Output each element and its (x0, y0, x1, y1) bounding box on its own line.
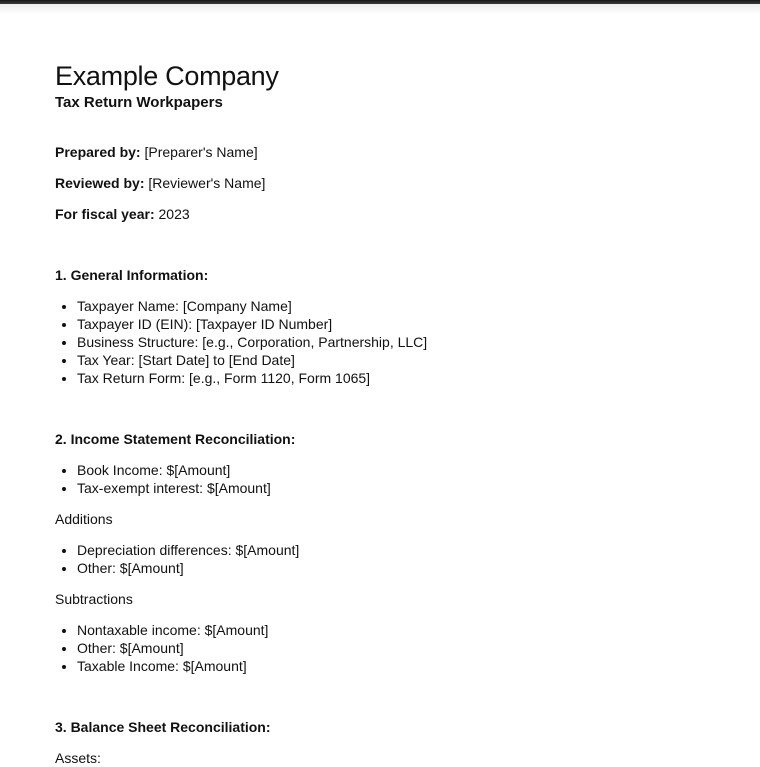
subheading-subtractions: Subtractions (55, 591, 133, 607)
list-item: • Tax Year: [Start Date] to [End Date] (77, 351, 705, 369)
meta-reviewed-by-label: Reviewed by: (55, 175, 145, 191)
meta-reviewed-by-value: [Reviewer's Name] (148, 175, 266, 191)
list-item: • Taxable Income: $[Amount] (77, 657, 705, 675)
section-general-information (55, 266, 705, 387)
meta-prepared-by-value: [Preparer's Name] (144, 144, 258, 160)
section-income-statement-reconciliation (55, 430, 705, 675)
bullet-list (55, 297, 705, 387)
section-heading: 2. Income Statement Reconciliation: (55, 431, 296, 447)
section-heading: 3. Balance Sheet Reconciliation: (55, 719, 271, 735)
list-item: • Business Structure: [e.g., Corporation, Partnership, LLC] (77, 333, 705, 351)
section-heading: 1. General Information: (55, 267, 209, 283)
subheading-assets: Assets: (55, 750, 101, 766)
bullet-list (55, 461, 705, 497)
meta-fiscal-year-value: 2023 (158, 206, 190, 222)
list-item: • Other: $[Amount] (77, 639, 705, 657)
list-item: • Taxpayer Name: [Company Name] (77, 297, 705, 315)
top-bar-shadow (0, 4, 760, 14)
meta-fiscal-year (55, 205, 705, 223)
bullet-list (55, 541, 705, 577)
list-item: • Tax-exempt interest: $[Amount] (77, 479, 705, 497)
subheading-additions: Additions (55, 511, 113, 527)
list-item: • Tax Return Form: [e.g., Form 1120, Form 1065] (77, 369, 705, 387)
meta-prepared-by-label: Prepared by: (55, 144, 141, 160)
document-page (0, 60, 760, 767)
meta-fiscal-year-label: For fiscal year: (55, 206, 155, 222)
meta-prepared-by (55, 143, 705, 161)
list-item: • Other: $[Amount] (77, 559, 705, 577)
page-title: Example Company (55, 61, 279, 91)
list-item: • Nontaxable income: $[Amount] (77, 621, 705, 639)
page-subtitle: Tax Return Workpapers (55, 94, 223, 111)
bullet-list (55, 621, 705, 675)
meta-reviewed-by (55, 174, 705, 192)
list-item: • Depreciation differences: $[Amount] (77, 541, 705, 559)
list-item: • Book Income: $[Amount] (77, 461, 705, 479)
list-item: • Taxpayer ID (EIN): [Taxpayer ID Number] (77, 315, 705, 333)
